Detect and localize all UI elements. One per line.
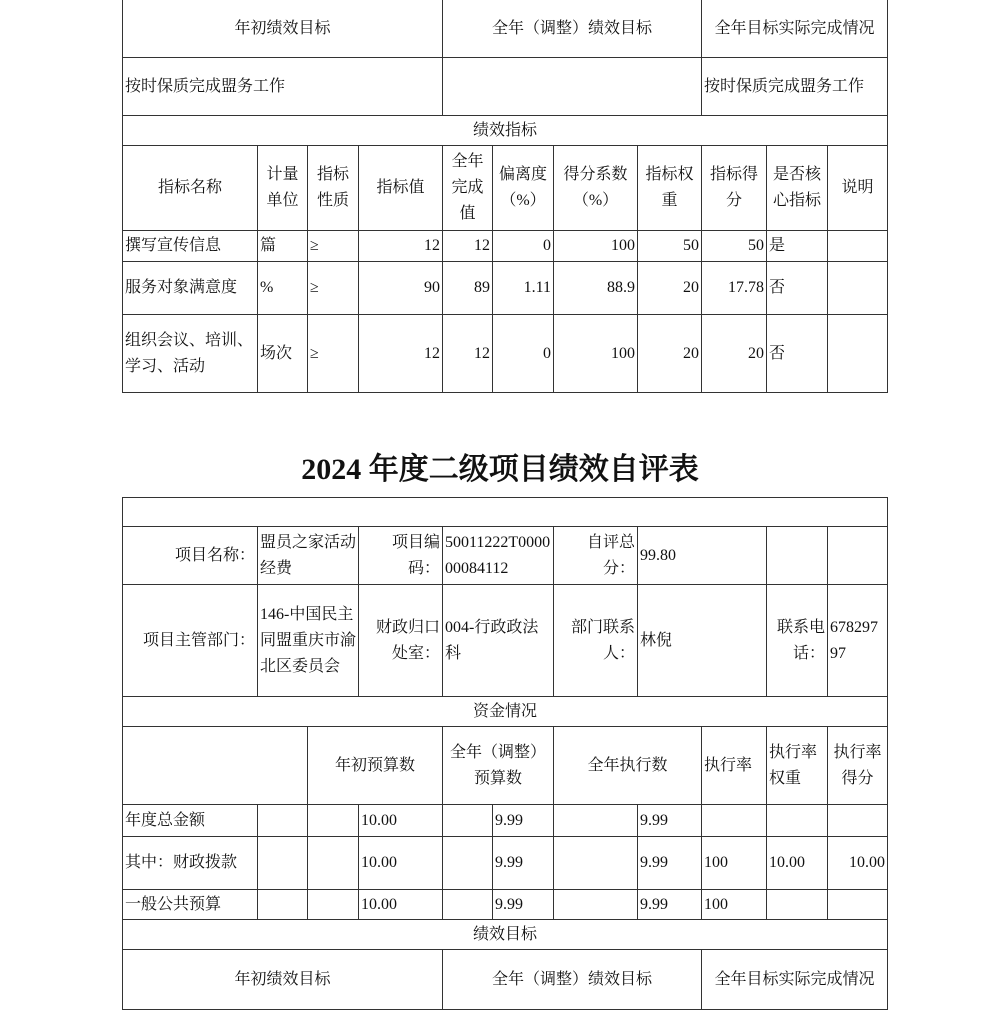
- finance-label: 财政归口处室：: [359, 585, 443, 697]
- cell: 服务对象满意度: [123, 262, 258, 315]
- cell: ≥: [308, 231, 359, 262]
- empty-cell: [443, 805, 493, 837]
- goal-header: 年初绩效目标: [123, 950, 443, 1010]
- cell: 100: [554, 315, 638, 393]
- project-code-label: 项目编码：: [359, 527, 443, 585]
- cell: 100: [554, 231, 638, 262]
- empty-cell: [258, 837, 308, 890]
- goal-cell: 按时保质完成盟务工作: [123, 58, 443, 116]
- goal-header: 年初绩效目标: [123, 0, 443, 58]
- col-header: 说明: [828, 146, 888, 231]
- cell: 一般公共预算: [123, 890, 258, 920]
- cell: 12: [359, 231, 443, 262]
- col-header: 执行率权重: [767, 727, 828, 805]
- cell: 89: [443, 262, 493, 315]
- cell: 90: [359, 262, 443, 315]
- empty-cell: [258, 805, 308, 837]
- empty-cell: [554, 890, 638, 920]
- goal-cell: [443, 58, 702, 116]
- dept-label: 项目主管部门：: [123, 585, 258, 697]
- col-header: 指标得分: [702, 146, 767, 231]
- col-header: 执行率得分: [828, 727, 888, 805]
- cell: 20: [702, 315, 767, 393]
- project-name: 盟员之家活动经费: [258, 527, 359, 585]
- finance: 004-行政政法科: [443, 585, 554, 697]
- empty-cell: [828, 527, 888, 585]
- goal-header: 全年目标实际完成情况: [702, 950, 888, 1010]
- cell: %: [258, 262, 308, 315]
- col-header: 计量单位: [258, 146, 308, 231]
- cell: 20: [638, 315, 702, 393]
- goals-title: 绩效目标: [123, 920, 888, 950]
- cell: ≥: [308, 262, 359, 315]
- col-header: 年初预算数: [308, 727, 443, 805]
- cell: 9.99: [638, 805, 702, 837]
- project-name-label: 项目名称：: [123, 527, 258, 585]
- empty-cell: [308, 805, 359, 837]
- goal-cell: 按时保质完成盟务工作: [702, 58, 888, 116]
- cell: [767, 890, 828, 920]
- cell: 年度总金额: [123, 805, 258, 837]
- col-header: 指标权重: [638, 146, 702, 231]
- cell: [828, 262, 888, 315]
- empty-cell: [258, 890, 308, 920]
- self-evaluation-table: [122, 497, 888, 1010]
- dept: 146-中国民主同盟重庆市渝北区委员会: [258, 585, 359, 697]
- cell: [828, 890, 888, 920]
- cell: 12: [359, 315, 443, 393]
- table-row: [123, 231, 888, 262]
- cell: 17.78: [702, 262, 767, 315]
- cell: 0: [493, 315, 554, 393]
- contact-label: 部门联系人：: [554, 585, 638, 697]
- cell: 9.99: [638, 837, 702, 890]
- col-header: 全年（调整）预算数: [443, 727, 554, 805]
- col-header: 指标名称: [123, 146, 258, 231]
- col-header: 执行率: [702, 727, 767, 805]
- col-header: 指标性质: [308, 146, 359, 231]
- cell: 100: [702, 837, 767, 890]
- empty-cell: [443, 890, 493, 920]
- empty-cell: [443, 837, 493, 890]
- col-header: 指标值: [359, 146, 443, 231]
- col-header: 全年执行数: [554, 727, 702, 805]
- cell: 12: [443, 231, 493, 262]
- contact: 林倪: [638, 585, 767, 697]
- indicator-table: [122, 0, 888, 393]
- empty-row: [123, 498, 888, 527]
- cell: [828, 231, 888, 262]
- cell: 9.99: [493, 837, 554, 890]
- cell: 88.9: [554, 262, 638, 315]
- empty-cell: [123, 727, 308, 805]
- table-row: [123, 837, 888, 890]
- cell: 篇: [258, 231, 308, 262]
- page-title: 2024 年度二级项目绩效自评表: [301, 453, 699, 486]
- empty-cell: [767, 527, 828, 585]
- cell: 9.99: [493, 890, 554, 920]
- cell: 否: [767, 315, 828, 393]
- table-row: [123, 805, 888, 837]
- project-code: 50011222T000000084112: [443, 527, 554, 585]
- cell: [702, 805, 767, 837]
- cell: 10.00: [828, 837, 888, 890]
- cell: 场次: [258, 315, 308, 393]
- empty-cell: [308, 890, 359, 920]
- cell: 是: [767, 231, 828, 262]
- cell: 0: [493, 231, 554, 262]
- phone-label: 联系电话：: [767, 585, 828, 697]
- cell: 1.11: [493, 262, 554, 315]
- empty-cell: [308, 837, 359, 890]
- col-header: 全年完成值: [443, 146, 493, 231]
- goal-header: 全年目标实际完成情况: [702, 0, 888, 58]
- empty-cell: [554, 805, 638, 837]
- section-title: 绩效指标: [123, 116, 888, 146]
- cell: 50: [702, 231, 767, 262]
- cell: 10.00: [359, 890, 443, 920]
- cell: 撰写宣传信息: [123, 231, 258, 262]
- empty-cell: [554, 837, 638, 890]
- cell: 10.00: [359, 805, 443, 837]
- cell: 其中：财政拨款: [123, 837, 258, 890]
- score-label: 自评总分：: [554, 527, 638, 585]
- col-header: 得分系数（%）: [554, 146, 638, 231]
- goal-header: 全年（调整）绩效目标: [443, 0, 702, 58]
- cell: ≥: [308, 315, 359, 393]
- cell: 100: [702, 890, 767, 920]
- phone: 67829797: [828, 585, 888, 697]
- funds-title: 资金情况: [123, 697, 888, 727]
- cell: 20: [638, 262, 702, 315]
- table-row: [123, 262, 888, 315]
- table-row: [123, 890, 888, 920]
- col-header: 是否核心指标: [767, 146, 828, 231]
- col-header: 偏离度（%）: [493, 146, 554, 231]
- score: 99.80: [638, 527, 767, 585]
- cell: 否: [767, 262, 828, 315]
- cell: 9.99: [638, 890, 702, 920]
- cell: 10.00: [767, 837, 828, 890]
- cell: 组织会议、培训、学习、活动: [123, 315, 258, 393]
- cell: 10.00: [359, 837, 443, 890]
- cell: [828, 315, 888, 393]
- cell: [767, 805, 828, 837]
- cell: 12: [443, 315, 493, 393]
- cell: 9.99: [493, 805, 554, 837]
- table-row: [123, 315, 888, 393]
- cell: [828, 805, 888, 837]
- cell: 50: [638, 231, 702, 262]
- goal-header: 全年（调整）绩效目标: [443, 950, 702, 1010]
